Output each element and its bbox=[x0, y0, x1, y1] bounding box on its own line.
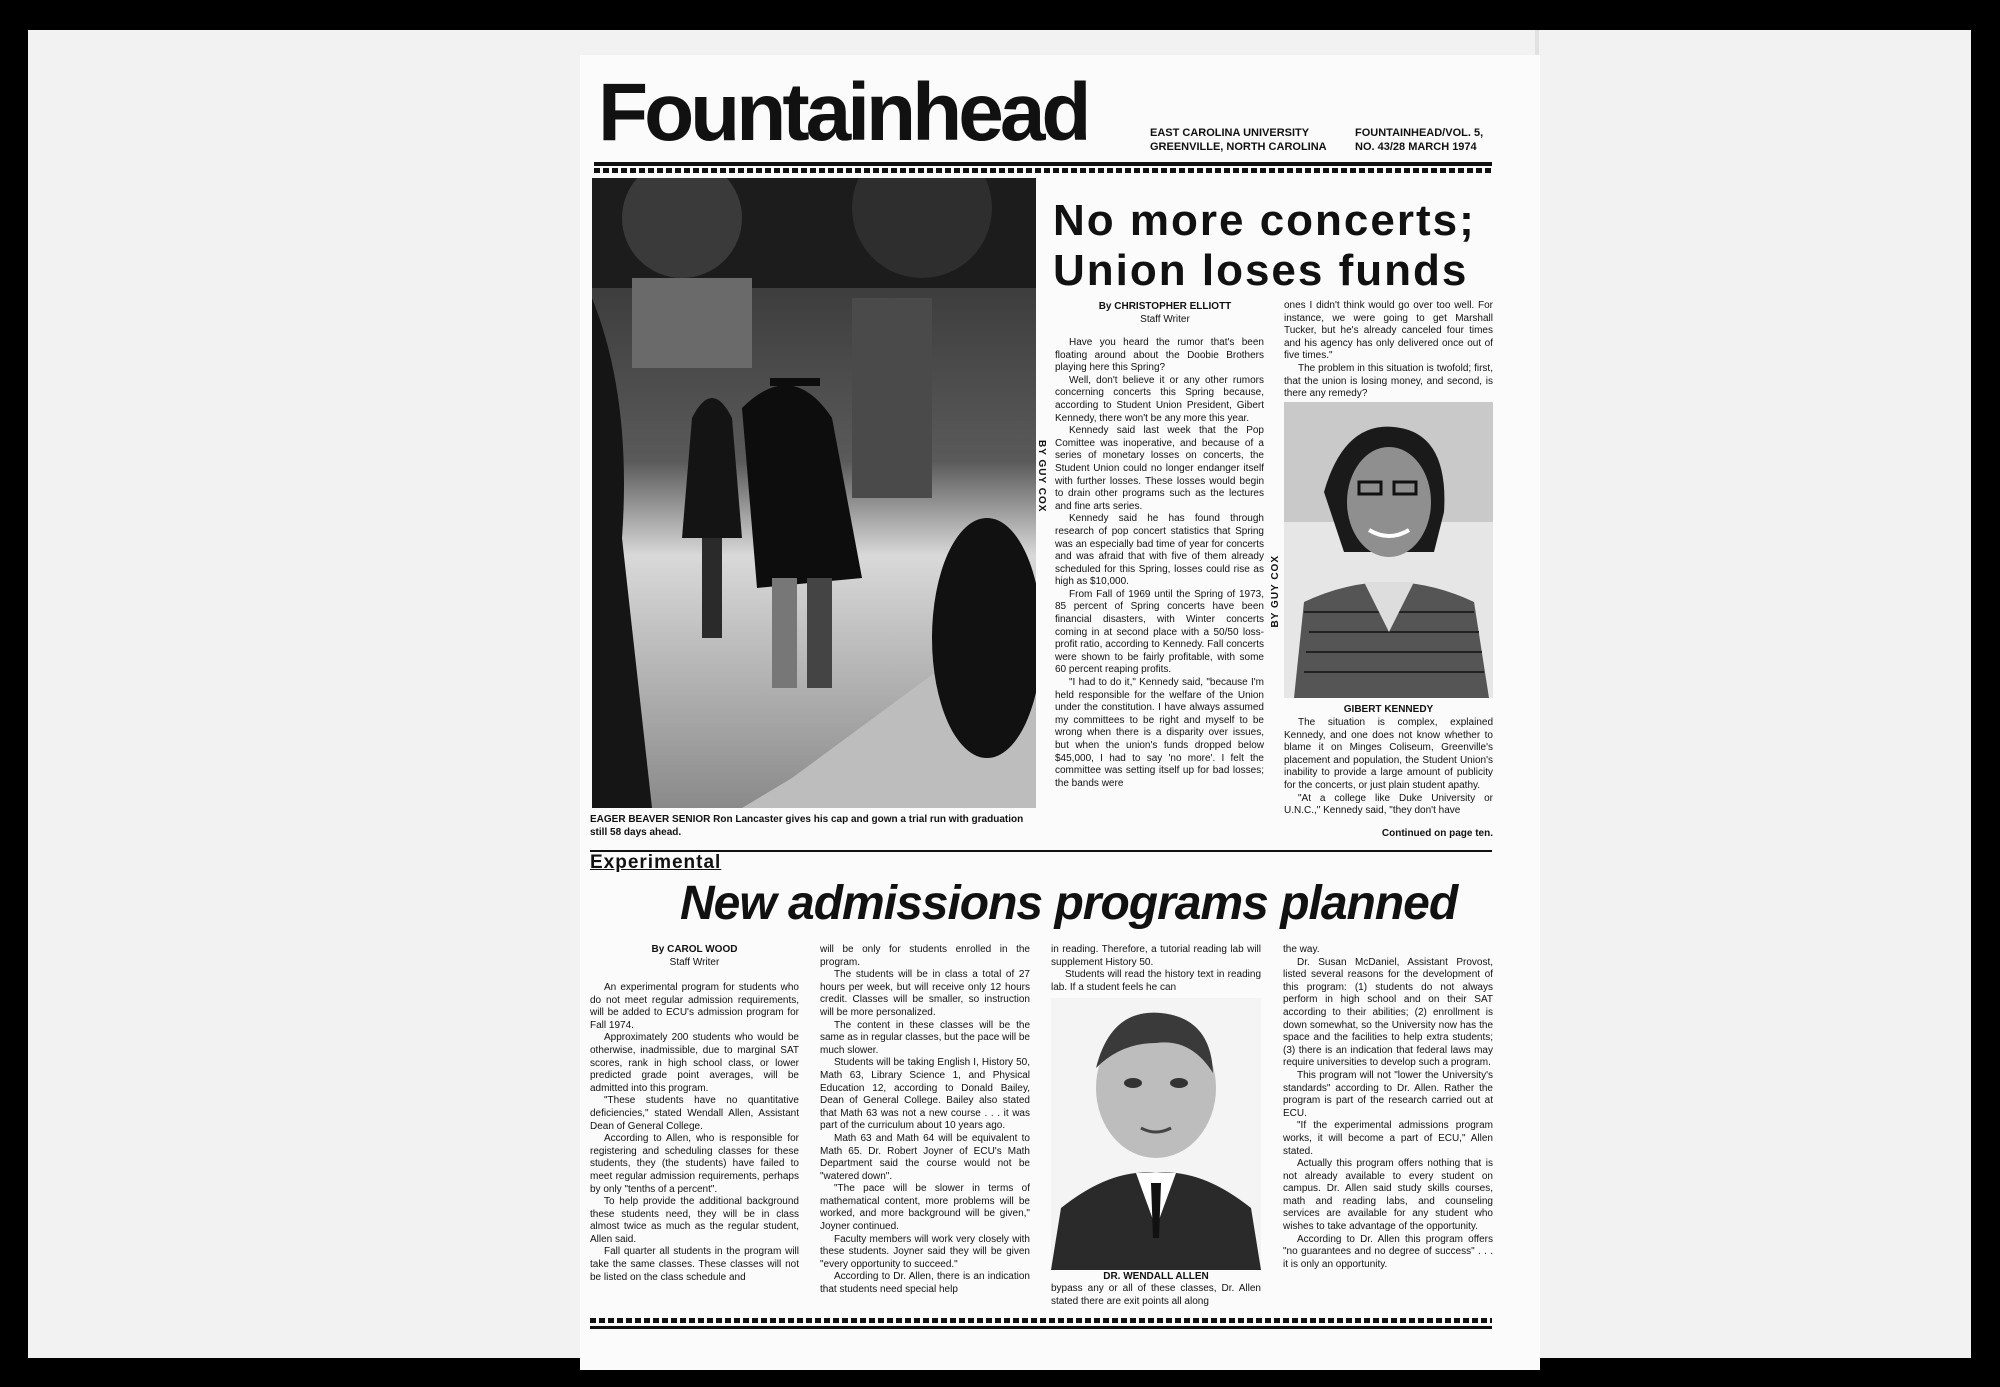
paragraph: According to Allen, who is responsible for registering and scheduling classes for these students, they (the students) have failed to meet regular admission requirements, perhaps by only "tenths of a percent". bbox=[590, 1133, 799, 1195]
masthead-school bbox=[1150, 126, 1327, 154]
masthead-rule bbox=[594, 162, 1492, 166]
story2-headline: New admissions programs planned bbox=[680, 877, 1458, 930]
paragraph: Math 63 and Math 64 will be equivalent to Math 65. Dr. Robert Joyner of ECU's Math Department said the course would not be "watered down". bbox=[820, 1132, 1030, 1182]
issue-line-1: FOUNTAINHEAD/VOL. 5, bbox=[1355, 127, 1484, 139]
paragraph: Kennedy said he has found through research of pop concert statistics that Spring was an especially bad time of year for concerts and was afraid that with five of them already scheduled for this Spring, losses could rise as high as $10,000. bbox=[1055, 513, 1264, 588]
story1-column-1 bbox=[1055, 337, 1264, 835]
photo-caption: EAGER BEAVER SENIOR Ron Lancaster gives his cap and gown a trial run with graduation still 58 days ahead. bbox=[590, 814, 1024, 838]
allen-caption: DR. WENDALL ALLEN bbox=[1103, 1271, 1209, 1282]
paragraph: Kennedy said last week that the Pop Comittee was inoperative, and because of a series of monetary losses on concerts, the Student Union could no longer endanger itself with further losses. These losses would begin to drain other programs such as the lectures and fine arts series. bbox=[1055, 425, 1264, 512]
paragraph: ones I didn't think would go over too well. For instance, we were going to get Marshall Tucker, but he's already canceled four times and his agency has only delivered once out of five times." bbox=[1284, 300, 1493, 362]
story2-column-3-bottom bbox=[1051, 1283, 1261, 1313]
paragraph: From Fall of 1969 until the Spring of 1973, 85 percent of Spring concerts have been financial disasters, with Winter concerts coming in at second place with a 50/50 loss-profit ratio, according to Kennedy. Fall concerts were shown to be fairly profitable, with some 60 percent reaping profits. bbox=[1055, 588, 1264, 676]
paragraph: This program will not "lower the University's standards" according to Dr. Allen. Rather the program is part of the research carried out at ECU. bbox=[1283, 1069, 1493, 1119]
paragraph: "The pace will be slower in terms of mathematical content, more problems will be worked, and more background will be given," Joyner continued. bbox=[820, 1183, 1030, 1233]
paragraph: Students will read the history text in reading lab. If a student feels he can bbox=[1051, 969, 1261, 993]
story1-column-2-top bbox=[1284, 300, 1493, 400]
story1-headline-line-1: No more concerts; bbox=[1053, 196, 1476, 245]
paragraph: The problem in this situation is twofold; first, that the union is losing money, and second, is there any remedy? bbox=[1284, 362, 1493, 400]
paragraph: bypass any or all of these classes, Dr. Allen stated there are exit points all along bbox=[1051, 1283, 1261, 1307]
paragraph: Well, don't believe it or any other rumors concerning concerts this Spring because, according to Student Union President, Gibert Kennedy, there won't be any more this year. bbox=[1055, 374, 1264, 424]
graduation-photo bbox=[592, 178, 1036, 808]
kennedy-caption: GIBERT KENNEDY bbox=[1343, 704, 1434, 715]
paragraph: Fall quarter all students in the program will take the same classes. These classes will not be listed on the class schedule and bbox=[590, 1246, 799, 1283]
paragraph: "At a college like Duke University or U.N.C.," Kennedy said, "they don't have bbox=[1284, 792, 1493, 817]
paragraph: in reading. Therefore, a tutorial reading lab will supplement History 50. bbox=[1051, 944, 1261, 968]
footer-rule bbox=[590, 1326, 1492, 1329]
masthead-issue bbox=[1355, 126, 1483, 154]
story2-column-3-top bbox=[1051, 944, 1261, 996]
section-rule bbox=[590, 850, 1492, 852]
story1-byline-name: By CHRISTOPHER ELLIOTT bbox=[1098, 301, 1232, 312]
paragraph: "These students have no quantitative deficiencies," stated Wendall Allen, Assistant Dean of General College. bbox=[590, 1095, 799, 1132]
continued-note: Continued on page ten. bbox=[1381, 828, 1493, 839]
school-line-2: GREENVILLE, NORTH CAROLINA bbox=[1150, 141, 1327, 153]
story2-column-4 bbox=[1283, 944, 1493, 1317]
allen-portrait bbox=[1051, 998, 1261, 1270]
paragraph: To help provide the additional background these students need, they will be in class almost twice as much as the regular student, Allen said. bbox=[590, 1196, 799, 1245]
paragraph: An experimental program for students who do not meet regular admission requirements, will be added to ECU's admission program for Fall 1974. bbox=[590, 982, 799, 1031]
story1-byline-title: Staff Writer bbox=[1140, 314, 1190, 325]
paragraph: Students will be taking English I, History 50, Math 63, Library Science 1, and Physical Education 12, according to Donald Bailey, Dean of General College. Bailey also stated that Math 63 was not a new course . . . it was part of the curriculum about 10 years ago. bbox=[820, 1057, 1030, 1132]
story2-column-2 bbox=[820, 944, 1030, 1317]
paragraph: The students will be in class a total of 27 hours per week, but will receive only 12 hours credit. Classes will be smaller, so instruction will be more personalized. bbox=[820, 969, 1030, 1018]
paragraph: According to Dr. Allen this program offers "no guarantees and no degree of success" . . . it is only an opportunity. bbox=[1283, 1233, 1493, 1270]
paragraph: According to Dr. Allen, there is an indication that students need special help bbox=[820, 1271, 1030, 1296]
paragraph: the way. bbox=[1283, 944, 1320, 955]
kennedy-portrait-image bbox=[1284, 402, 1493, 698]
paragraph: will be only for students enrolled in the program. bbox=[820, 944, 1030, 968]
kennedy-portrait bbox=[1284, 402, 1493, 698]
photo-credit: BY GUY COX bbox=[1036, 440, 1047, 513]
story2-byline-title: Staff Writer bbox=[669, 957, 720, 968]
paragraph: The situation is complex, explained Kennedy, and one does not know whether to blame it on Minges Coliseum, Greenville's placement and population, the Student Union's inability to provide a large amount of publicity for the concerts, or just plain student apathy. bbox=[1284, 717, 1493, 791]
paragraph: Approximately 200 students who would be otherwise, inadmissible, due to marginal SAT scores, rank in high school class, or lower predicted grade point averages, will be admitted into this program. bbox=[590, 1032, 799, 1094]
story2-byline-name: By CAROL WOOD bbox=[651, 944, 738, 955]
story1-column-2-bottom bbox=[1284, 717, 1493, 817]
masthead-title: Fountainhead bbox=[598, 67, 1088, 158]
story1-headline-line-2: Union loses funds bbox=[1053, 246, 1469, 295]
masthead-wavy-rule bbox=[594, 168, 1492, 173]
story2-kicker: Experimental bbox=[590, 852, 722, 873]
paragraph: Dr. Susan McDaniel, Assistant Provost, listed several reasons for the development of this program: (1) students do not always perform in high school and on their SAT according to their abilities; (2) enrollment is down somewhat, so the University now has the space and the facilities to help extra students; (3) there is an indication that federal laws may require universities to develop such a program. bbox=[1283, 956, 1493, 1069]
allen-portrait-image bbox=[1051, 998, 1261, 1270]
paragraph: Faculty members will work very closely with these students. Joyner said they will be given "every opportunity to succeed." bbox=[820, 1233, 1030, 1270]
story1-headline bbox=[1053, 196, 1533, 296]
story1-byline bbox=[1055, 300, 1275, 326]
paragraph: "I had to do it," Kennedy said, "because I'm held responsible for the welfare of the Union under the constitution. I have always assumed my committees to be right and myself to be wrong when there is a disparity over issues, but when the union's funds dropped below $45,000, I had to say 'no more'. I felt the committee was setting itself up for bad losses; the bands were bbox=[1055, 677, 1264, 789]
paragraph: The content in these classes will be the same as in regular classes, but the pace will be much slower. bbox=[820, 1019, 1030, 1056]
school-line-1: EAST CAROLINA UNIVERSITY bbox=[1150, 127, 1310, 139]
paragraph: Actually this program offers nothing that is not already available to every student on campus. Dr. Allen said study skills courses, math and reading labs, and counseling services are available for any student who wishes to take advantage of the opportunity. bbox=[1283, 1158, 1493, 1233]
issue-line-2: NO. 43/28 MARCH 1974 bbox=[1355, 141, 1477, 153]
story2-column-1 bbox=[590, 982, 799, 1317]
graduation-photo-image bbox=[592, 178, 1036, 808]
story2-byline bbox=[592, 943, 797, 969]
paragraph: Have you heard the rumor that's been floating around about the Doobie Brothers playing here this Spring? bbox=[1055, 337, 1264, 374]
portrait-credit: BY GUY COX bbox=[1270, 555, 1281, 628]
footer-wavy-rule bbox=[590, 1318, 1492, 1323]
paragraph: "If the experimental admissions program works, it will become a part of ECU," Allen stated. bbox=[1283, 1120, 1493, 1157]
